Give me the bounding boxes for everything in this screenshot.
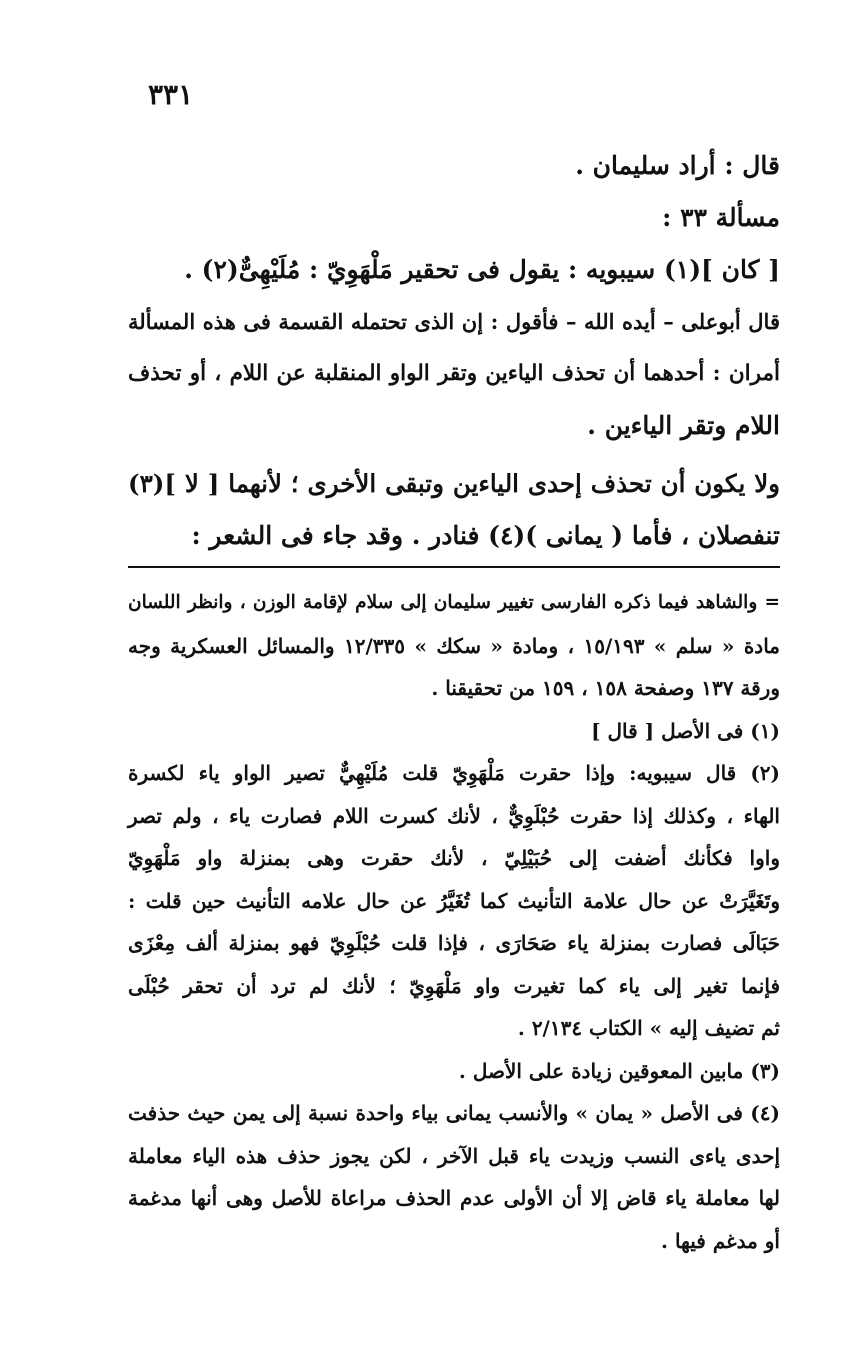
footnotes xyxy=(128,582,780,1262)
main-text-line: اللام وتقر الياءين . xyxy=(587,411,780,440)
footnote-line: لها معاملة ياء قاض إلا أن الأولى عدم الحذف مراعاة للأصل وهى أنها مدغمة xyxy=(128,1186,780,1210)
main-text-line: قال أبوعلى – أيده الله – فأقول : إن الذى تحتمله القسمة فى هذه المسألة xyxy=(128,309,780,334)
main-text-line: [ كان ](١) سيبويه : يقول فى تحقير مَلْهَوِيّ : مُلَيْهِىٌّ(٢) . xyxy=(184,255,780,284)
main-text-line: أمران : أحدهما أن تحذف الياءين وتقر الواو المنقلبة عن اللام ، أو تحذف xyxy=(128,361,780,386)
footnote-line: فإنما تغير إلى ياء كما تغيرت واو مَلْهَوِيّ ؛ لأنك لم ترد أن تحقر حُبْلَى xyxy=(128,973,780,998)
main-text xyxy=(128,140,780,562)
footnote-line: = والشاهد فيما ذكره الفارسى تغيير سليمان إلى سلام لإقامة الوزن ، وانظر اللسان xyxy=(128,592,780,613)
main-text-line: مسألة ٣٣ : xyxy=(662,203,780,232)
footnote-line: (٤) فى الأصل « يمان » والأنسب يمانى بياء واحدة نسبة إلى يمن حيث حذفت xyxy=(128,1101,780,1125)
footnote-line: (٣) مابين المعوقين زيادة على الأصل . xyxy=(458,1058,780,1083)
footnote-line: ورقة ١٣٧ وصفحة ١٥٨ ، ١٥٩ من تحقيقنا . xyxy=(431,676,780,700)
footnote-line: واوا فكأنك أضفت إلى حُبَيْلِيّ ، لأنك حقرت وهى بمنزلة واو مَلْهَوِيّ xyxy=(128,846,780,870)
footnote-line: حَبَالَى فصارت بمنزلة ياء صَحَارَى ، فإذا قلت حُبْلَوِيّ فهو بمنزلة ألف مِعْزَى xyxy=(128,931,780,955)
page-number: ٣٣١ xyxy=(148,78,194,111)
main-text-line: تنفصلان ، فأما ( يمانى )(٤) فنادر . وقد جاء فى الشعر : xyxy=(191,521,780,550)
footnote-line: إحدى ياءى النسب وزيدت ياء قبل الآخر ، لكن يجوز حذف هذه الياء معاملة xyxy=(128,1143,780,1168)
main-text-line: ولا يكون أن تحذف إحدى الياءين وتبقى الأخرى ؛ لأنهما [ لا ](٣) xyxy=(128,469,780,498)
footnote-line: ثم تضيف إليه » الكتاب ٢/١٣٤ . xyxy=(517,1016,780,1040)
footnote-line: (٢) قال سيبويه: وإذا حقرت مَلْهَوِيّ قلت مُلَيْهِيٌّ تصير الواو ياء لكسرة xyxy=(128,761,780,785)
footnote-line: مادة « سلم » ١٥/١٩٣ ، ومادة « سكك » ١٢/٣٣٥ والمسائل العسكرية وجه xyxy=(128,633,781,658)
main-text-line: قال : أراد سليمان . xyxy=(575,151,780,180)
footnote-line: الهاء ، وكذلك إذا حقرت حُبْلَوِيٌّ ، لأنك كسرت اللام فصارت ياء ، ولم تصر xyxy=(128,803,780,828)
footnote-line: أو مدغم فيها . xyxy=(661,1228,780,1253)
footnote-separator xyxy=(128,566,780,568)
footnote-line: (١) فى الأصل [ قال ] xyxy=(591,718,780,743)
footnote-line: وتَغَيَّرَتْ عن حال علامة التأنيث كما تُغَيَّرُ عن حال علامه التأنيث حين قلت : xyxy=(128,888,780,913)
